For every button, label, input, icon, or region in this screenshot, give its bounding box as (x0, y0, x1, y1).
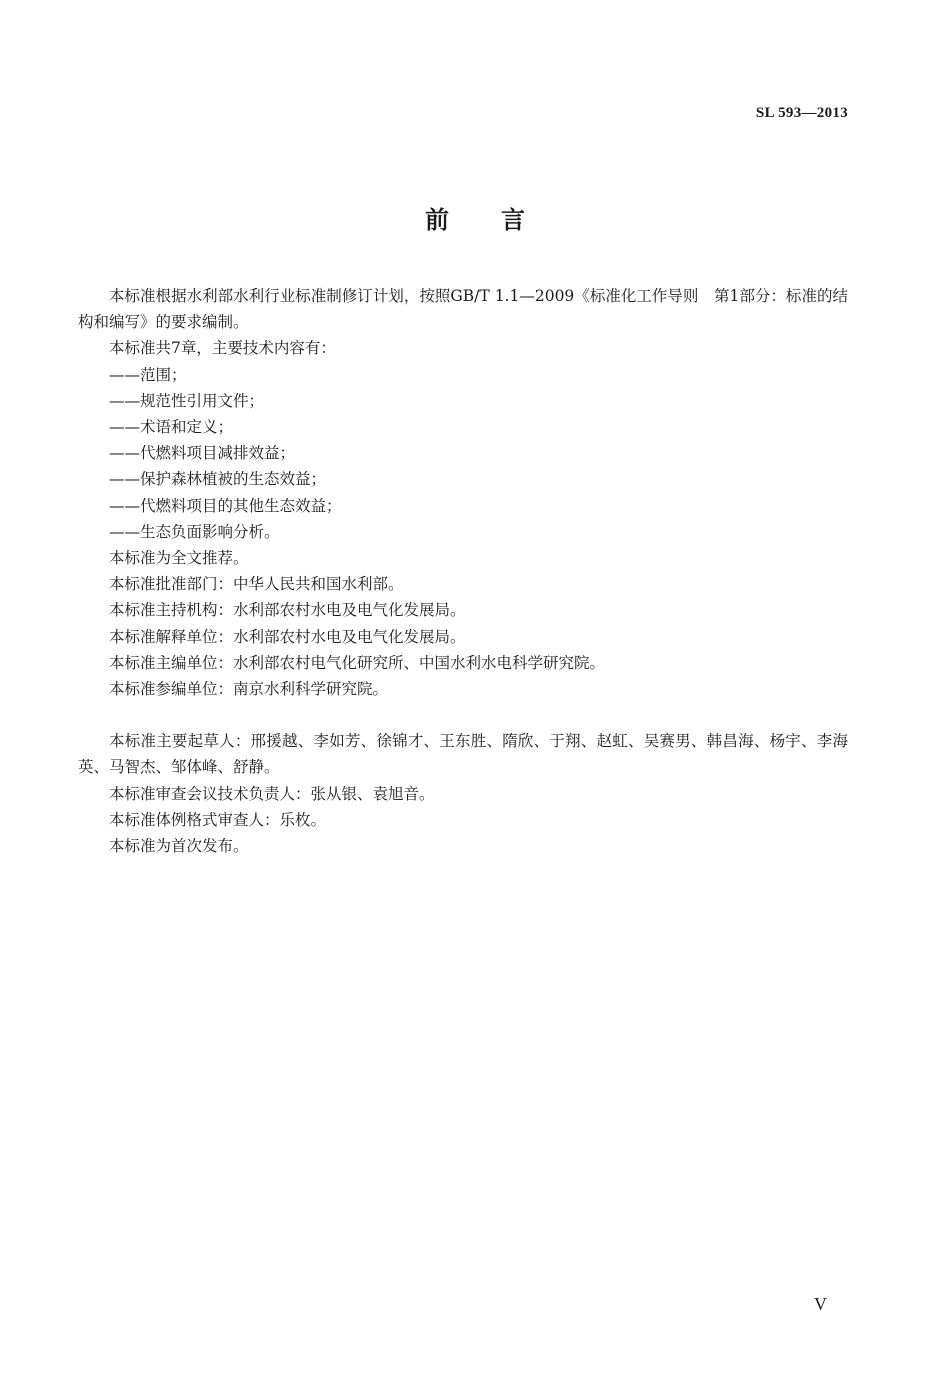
content-item: ——代燃料项目的其他生态效益； (109, 496, 342, 515)
people-paragraph: 本标准体例格式审查人：乐枚。 (109, 810, 327, 829)
content-item: ——规范性引用文件； (109, 391, 265, 410)
info-paragraph: 本标准主持机构：水利部农村水电及电气化发展局。 (109, 601, 466, 620)
page-number: V (814, 1294, 827, 1314)
content-item: ——代燃料项目减排效益； (109, 444, 296, 463)
content-item: ——范围； (109, 365, 187, 384)
content-item: ——生态负面影响分析。 (109, 522, 280, 541)
info-paragraph: 本标准为全文推荐。 (109, 549, 249, 568)
page-title: 前言 (425, 206, 577, 234)
document-body (78, 283, 848, 859)
people-paragraph: 本标准为首次发布。 (109, 837, 249, 856)
content-item: ——术语和定义； (109, 418, 234, 437)
info-paragraph: 本标准主编单位：水利部农村电气化研究所、中国水利水电科学研究院。 (109, 653, 606, 672)
people-paragraph: 本标准审查会议技术负责人：张从银、袁旭音。 (109, 784, 435, 803)
info-paragraph: 本标准参编单位：南京水利科学研究院。 (109, 680, 389, 699)
intro-paragraph: 本标准根据水利部水利行业标准制修订计划，按照GB/T 1.1—2009《标准化工作导则 第1部分：标准的结构和编写》的要求编制。 (78, 287, 848, 332)
intro-paragraph: 本标准共7章，主要技术内容有： (109, 339, 336, 358)
info-paragraph: 本标准批准部门：中华人民共和国水利部。 (109, 575, 404, 594)
people-paragraph: 本标准主要起草人：邢援越、李如芳、徐锦才、王东胜、隋欣、于翔、赵虹、吴赛男、韩昌海、杨宇、李海英、马智杰、邹体峰、舒静。 (78, 732, 848, 777)
content-item: ——保护森林植被的生态效益； (109, 470, 327, 489)
info-paragraph: 本标准解释单位：水利部农村水电及电气化发展局。 (109, 627, 466, 646)
standard-code: SL 593—2013 (755, 105, 848, 121)
section-gap (78, 702, 848, 728)
